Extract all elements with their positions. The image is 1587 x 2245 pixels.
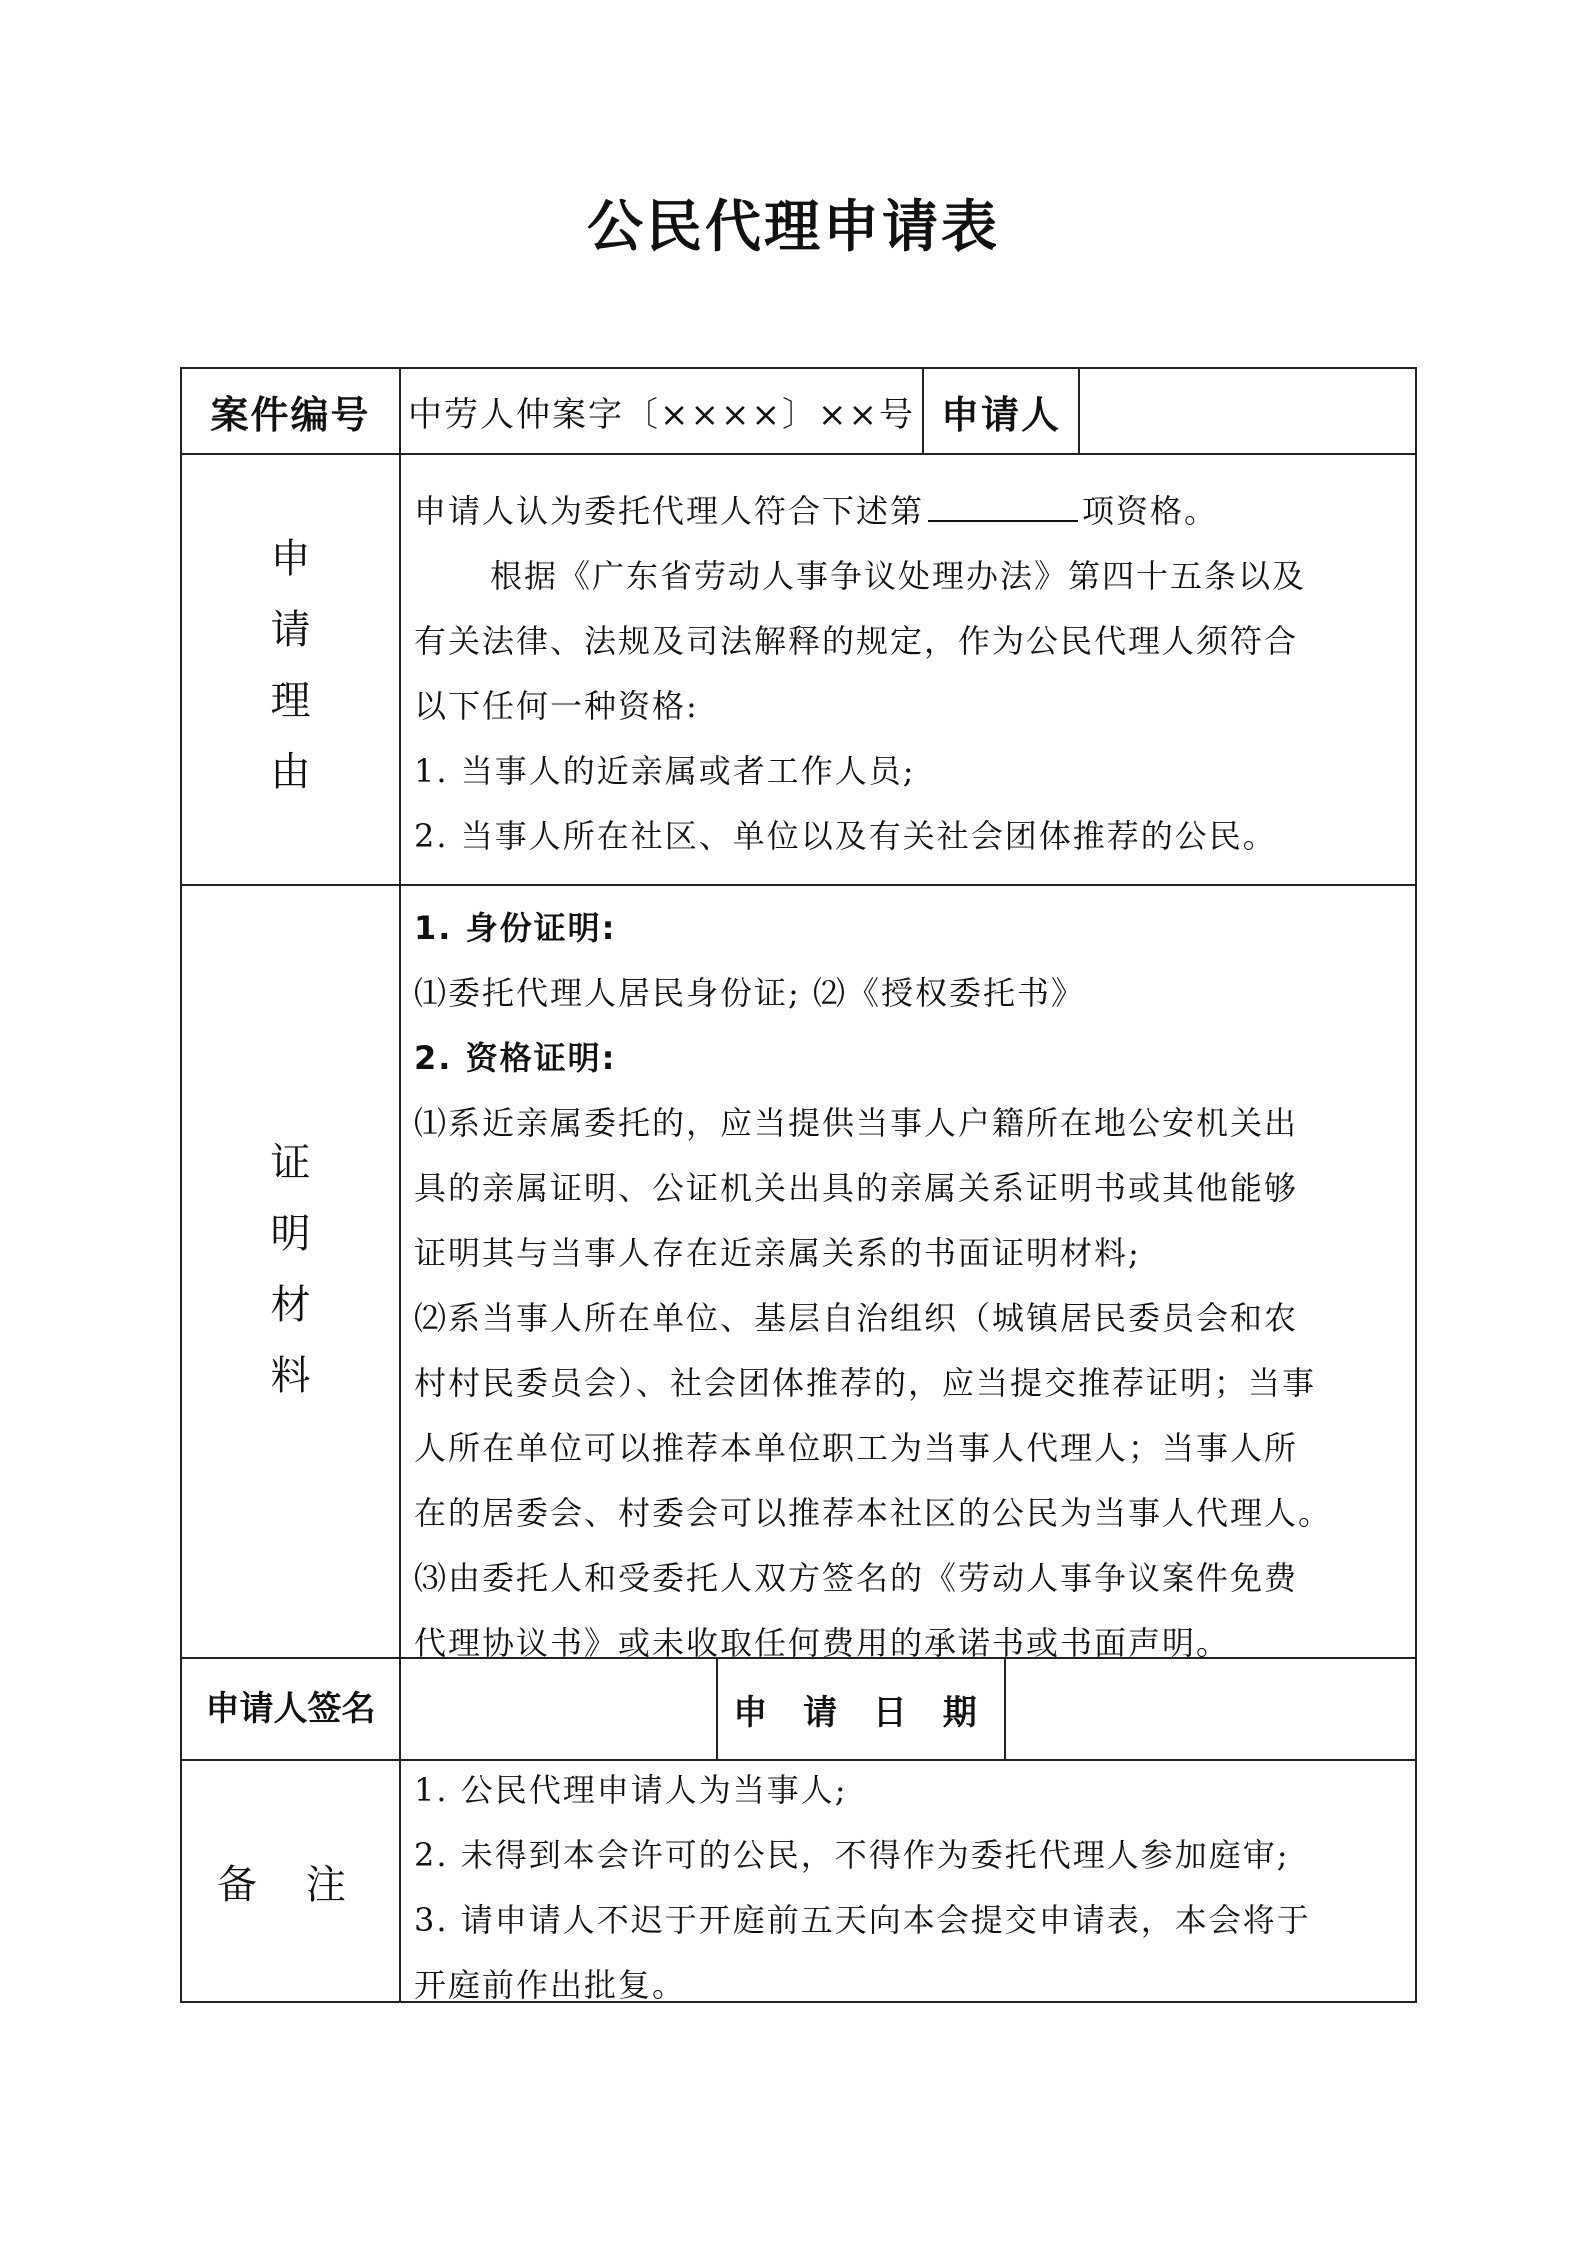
reason-line: 2. 当事人所在社区、单位以及有关社会团体推荐的公民。 bbox=[414, 817, 1277, 855]
materials-label-char: 证 bbox=[270, 1140, 311, 1186]
qualification-suffix: 项资格。 bbox=[1082, 492, 1219, 530]
reason-line: 1. 当事人的近亲属或者工作人员; bbox=[414, 752, 916, 790]
qualification-heading: 2. 资格证明: bbox=[414, 1039, 617, 1077]
materials-line: ⑵系当事人所在单位、基层自治组织（城镇居民委员会和农 bbox=[414, 1299, 1299, 1337]
materials-label-char: 明 bbox=[270, 1211, 311, 1257]
date-field[interactable] bbox=[1006, 1659, 1415, 1759]
materials-line: 具的亲属证明、公证机关出具的亲属关系证明书或其他能够 bbox=[414, 1169, 1299, 1207]
materials-line: 代理协议书》或未收取任何费用的承诺书或书面声明。 bbox=[414, 1624, 1231, 1662]
qualification-prefix: 申请人认为委托代理人符合下述第 bbox=[414, 492, 925, 530]
reason-label-char: 请 bbox=[270, 607, 311, 653]
materials-line: 证明其与当事人存在近亲属关系的书面证明材料; bbox=[414, 1234, 1141, 1272]
remark-line: 开庭前作出批复。 bbox=[414, 1966, 687, 2004]
materials-label bbox=[182, 1128, 399, 1412]
case-number-value[interactable]: 中劳人仲案字〔××××〕××号 bbox=[408, 394, 915, 435]
row-divider bbox=[180, 884, 1417, 886]
page-title: 公民代理申请表 bbox=[587, 195, 1000, 260]
qualification-number-blank[interactable] bbox=[928, 482, 1078, 522]
identity-line: ⑴委托代理人居民身份证; ⑵《授权委托书》 bbox=[414, 974, 1085, 1012]
materials-line: ⑴系近亲属委托的，应当提供当事人户籍所在地公安机关出 bbox=[414, 1104, 1299, 1142]
qualification-sentence bbox=[414, 479, 1306, 544]
date-label: 申 请 日 期 bbox=[733, 1692, 989, 1733]
signature-label: 申请人签名 bbox=[205, 1689, 376, 1729]
materials-line: 在的居委会、村委会可以推荐本社区的公民为当事人代理人。 bbox=[414, 1494, 1333, 1532]
reason-line: 根据《广东省劳动人事争议处理办法》第四十五条以及 bbox=[490, 557, 1307, 595]
remark-line: 3. 请申请人不迟于开庭前五天向本会提交申请表，本会将于 bbox=[414, 1901, 1311, 1939]
reason-label-char: 申 bbox=[270, 536, 311, 582]
materials-line: 村村民委员会）、社会团体推荐的，应当提交推荐证明；当事 bbox=[414, 1364, 1317, 1402]
applicant-field[interactable] bbox=[1080, 369, 1415, 453]
case-number-label: 案件编号 bbox=[210, 392, 371, 437]
applicant-label: 申请人 bbox=[940, 392, 1061, 437]
remarks-label: 备 注 bbox=[217, 1861, 364, 1908]
reason-line: 以下任何一种资格: bbox=[414, 687, 699, 725]
remark-line: 1. 公民代理申请人为当事人; bbox=[414, 1771, 848, 1809]
materials-label-char: 材 bbox=[270, 1282, 311, 1328]
materials-text bbox=[414, 896, 1332, 1676]
identity-heading: 1. 身份证明: bbox=[414, 909, 617, 947]
reason-line: 有关法律、法规及司法解释的规定，作为公民代理人须符合 bbox=[414, 622, 1299, 660]
reason-text bbox=[414, 479, 1306, 869]
remarks-text bbox=[414, 1758, 1311, 2018]
materials-line: ⑶由委托人和受委托人双方签名的《劳动人事争议案件免费 bbox=[414, 1559, 1299, 1597]
materials-line: 人所在单位可以推荐本单位职工为当事人代理人；当事人所 bbox=[414, 1429, 1299, 1467]
signature-field[interactable] bbox=[401, 1659, 716, 1759]
materials-label-char: 料 bbox=[270, 1353, 311, 1399]
reason-label bbox=[182, 524, 399, 808]
reason-label-char: 由 bbox=[270, 749, 311, 795]
row-divider bbox=[180, 453, 1417, 455]
reason-label-char: 理 bbox=[270, 678, 311, 724]
remark-line: 2. 未得到本会许可的公民，不得作为委托代理人参加庭审; bbox=[414, 1836, 1290, 1874]
